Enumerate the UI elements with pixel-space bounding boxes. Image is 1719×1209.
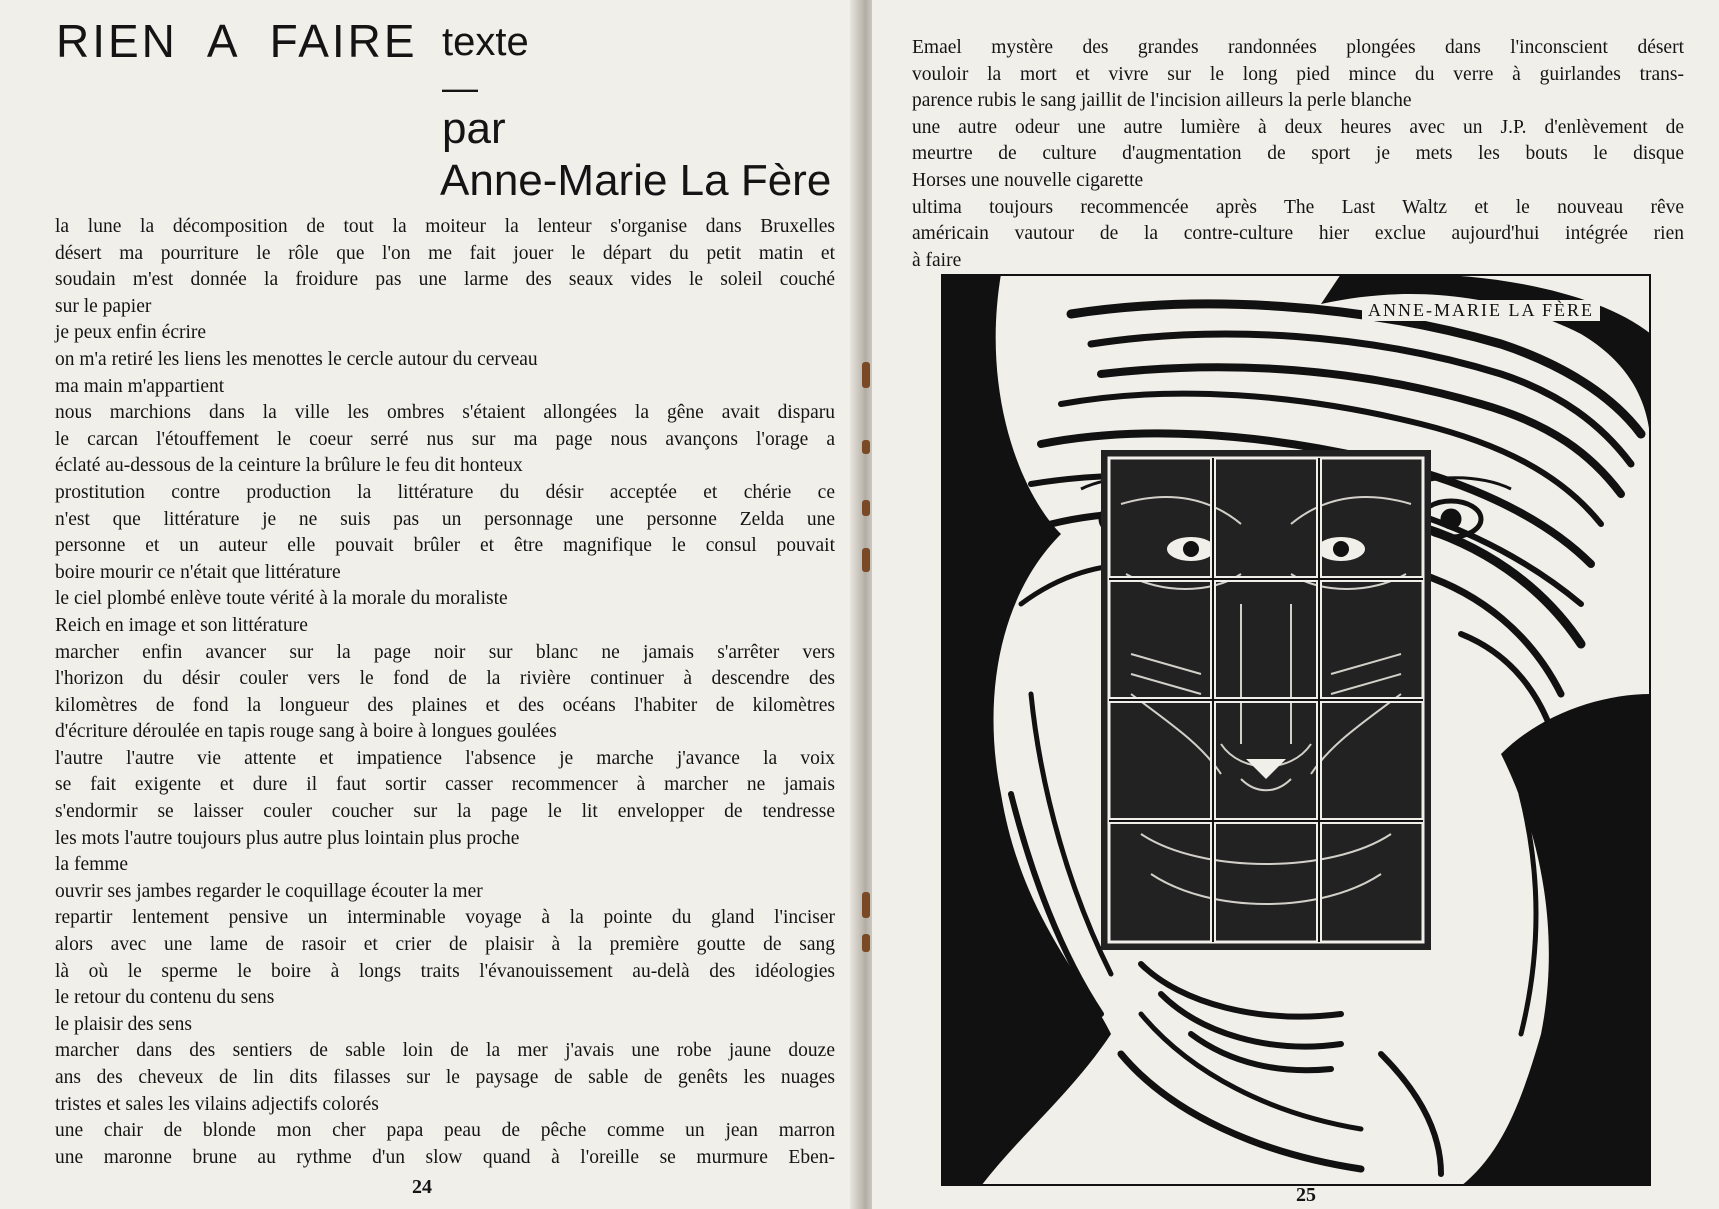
text-line: meurtre de culture d'augmentation de sport je mets les bouts le disque	[912, 143, 1684, 165]
text-line: ans des cheveux de lin dits filasses sur le paysage de sable de genêts les nuages	[55, 1067, 835, 1088]
text-line: une chair de blonde mon cher papa peau de pêche comme un jean marron	[55, 1120, 835, 1142]
text-line: tristes et sales les vilains adjectifs colorés	[55, 1093, 379, 1115]
text-line: américain vautour de la contre-culture hier exclue aujourd'hui intégrée rien	[912, 223, 1684, 245]
text-line: marcher dans des sentiers de sable loin de la mer j'avais une robe jaune douze	[55, 1040, 835, 1062]
text-line: la femme	[55, 854, 129, 876]
text-line: nous marchions dans la ville les ombres s'étaient allongées la gêne avait disparu	[55, 402, 835, 424]
text-line: marcher enfin avancer sur la page noir sur blanc ne jamais s'arrêter vers	[55, 641, 835, 663]
text-line: n'est que littérature je ne suis pas un personnage une personne Zelda une	[55, 508, 835, 530]
text-line: se fait exigente et dure il faut sortir casser recommencer à marcher ne jamais	[55, 774, 835, 796]
text-line: ultima toujours recommencée après The Last Waltz et le nouveau rêve	[912, 196, 1684, 218]
text-line: je peux enfin écrire	[55, 322, 207, 344]
text-line: éclaté au-dessous de la ceinture la brûlure le feu dit honteux	[55, 455, 523, 477]
text-line: on m'a retiré les liens les menottes le cercle autour du cerveau	[55, 348, 538, 370]
staple	[862, 892, 870, 918]
text-line: le retour du contenu du sens	[55, 987, 275, 1009]
text-line: une maronne brune au rythme d'un slow quand à l'oreille se murmure Eben-	[55, 1146, 835, 1168]
poem-text-right	[912, 35, 1684, 274]
author-name: Anne-Marie La Fère	[440, 156, 832, 205]
text-line: le ciel plombé enlève toute vérité à la morale du moraliste	[55, 588, 508, 610]
text-line: l'horizon du désir couler vers le fond de la rivière continuer à descendre des	[55, 668, 835, 690]
illustration-signature: ANNE-MARIE LA FÈRE	[1362, 300, 1600, 321]
text-line: le plaisir des sens	[55, 1013, 193, 1035]
staple	[862, 500, 870, 516]
left-page	[0, 0, 856, 1209]
text-line: soudain m'est donnée la froidure pas une larme des seaux vides le soleil couché	[55, 269, 835, 291]
text-line: sur le papier	[55, 295, 152, 317]
text-line: Horses une nouvelle cigarette	[912, 169, 1144, 191]
text-line: Reich en image et son littérature	[55, 614, 308, 636]
text-line: d'écriture déroulée en tapis rouge sang à boire à longues goulées	[55, 721, 557, 743]
text-line: prostitution contre production la littérature du désir acceptée et chérie ce	[55, 481, 835, 503]
text-line: les mots l'autre toujours plus autre plus lointain plus proche	[55, 827, 520, 849]
title-subtitle: texte	[442, 20, 529, 64]
text-line: repartir lentement pensive un interminable voyage à la pointe du gland l'inciser	[55, 907, 835, 929]
text-line: vouloir la mort et vivre sur le long pied mince du verre à guirlandes trans-	[912, 63, 1684, 85]
text-line: à faire	[912, 249, 962, 271]
text-line: Emael mystère des grandes randonnées plongées dans l'inconscient désert	[912, 37, 1684, 58]
staple	[862, 362, 870, 388]
text-line: le carcan l'étouffement le coeur serré nus sur ma page nous avançons l'orage a	[55, 428, 835, 450]
text-line: l'autre l'autre vie attente et impatience l'absence je marche j'avance la voix	[55, 747, 835, 769]
text-line: désert ma pourriture le rôle que l'on me fait jouer le départ du petit matin et	[55, 242, 835, 264]
page-number: 24	[412, 1176, 432, 1198]
staple	[862, 548, 870, 572]
text-line: kilomètres de fond la longueur des plaines et des océans l'habiter de kilomètres	[55, 694, 835, 716]
text-line: boire mourir ce n'était que littérature	[55, 561, 341, 583]
text-line: là où le sperme le boire à longs traits l'évanouissement au-delà des idéologies	[55, 960, 835, 982]
text-line: parence rubis le sang jaillit de l'incision ailleurs la perle blanche	[912, 90, 1412, 112]
text-line: une autre odeur une autre lumière à deux heures avec un J.P. d'enlèvement de	[912, 116, 1684, 138]
page-number: 25	[1296, 1184, 1316, 1206]
text-line: ouvrir ses jambes regarder le coquillage écouter la mer	[55, 880, 483, 902]
text-line: la lune la décomposition de tout la moiteur la lenteur s'organise dans Bruxelles	[55, 216, 835, 237]
text-line: s'endormir se laisser couler coucher sur la page le lit envelopper de tendresse	[55, 801, 835, 823]
caged-lion-illustration	[941, 274, 1651, 1186]
page-title: RIEN A FAIRE	[56, 15, 418, 67]
text-line: alors avec une lame de rasoir et crier de plaisir à la première goutte de sang	[55, 934, 835, 956]
poem-text-left	[55, 214, 835, 1171]
staple	[862, 934, 870, 952]
staple	[862, 440, 870, 454]
title-dash: —	[442, 67, 478, 108]
title-by: par	[442, 104, 506, 153]
text-line: ma main m'appartient	[55, 375, 225, 397]
text-line: personne et un auteur elle pouvait brûler et être magnifique le consul pouvait	[55, 535, 835, 557]
